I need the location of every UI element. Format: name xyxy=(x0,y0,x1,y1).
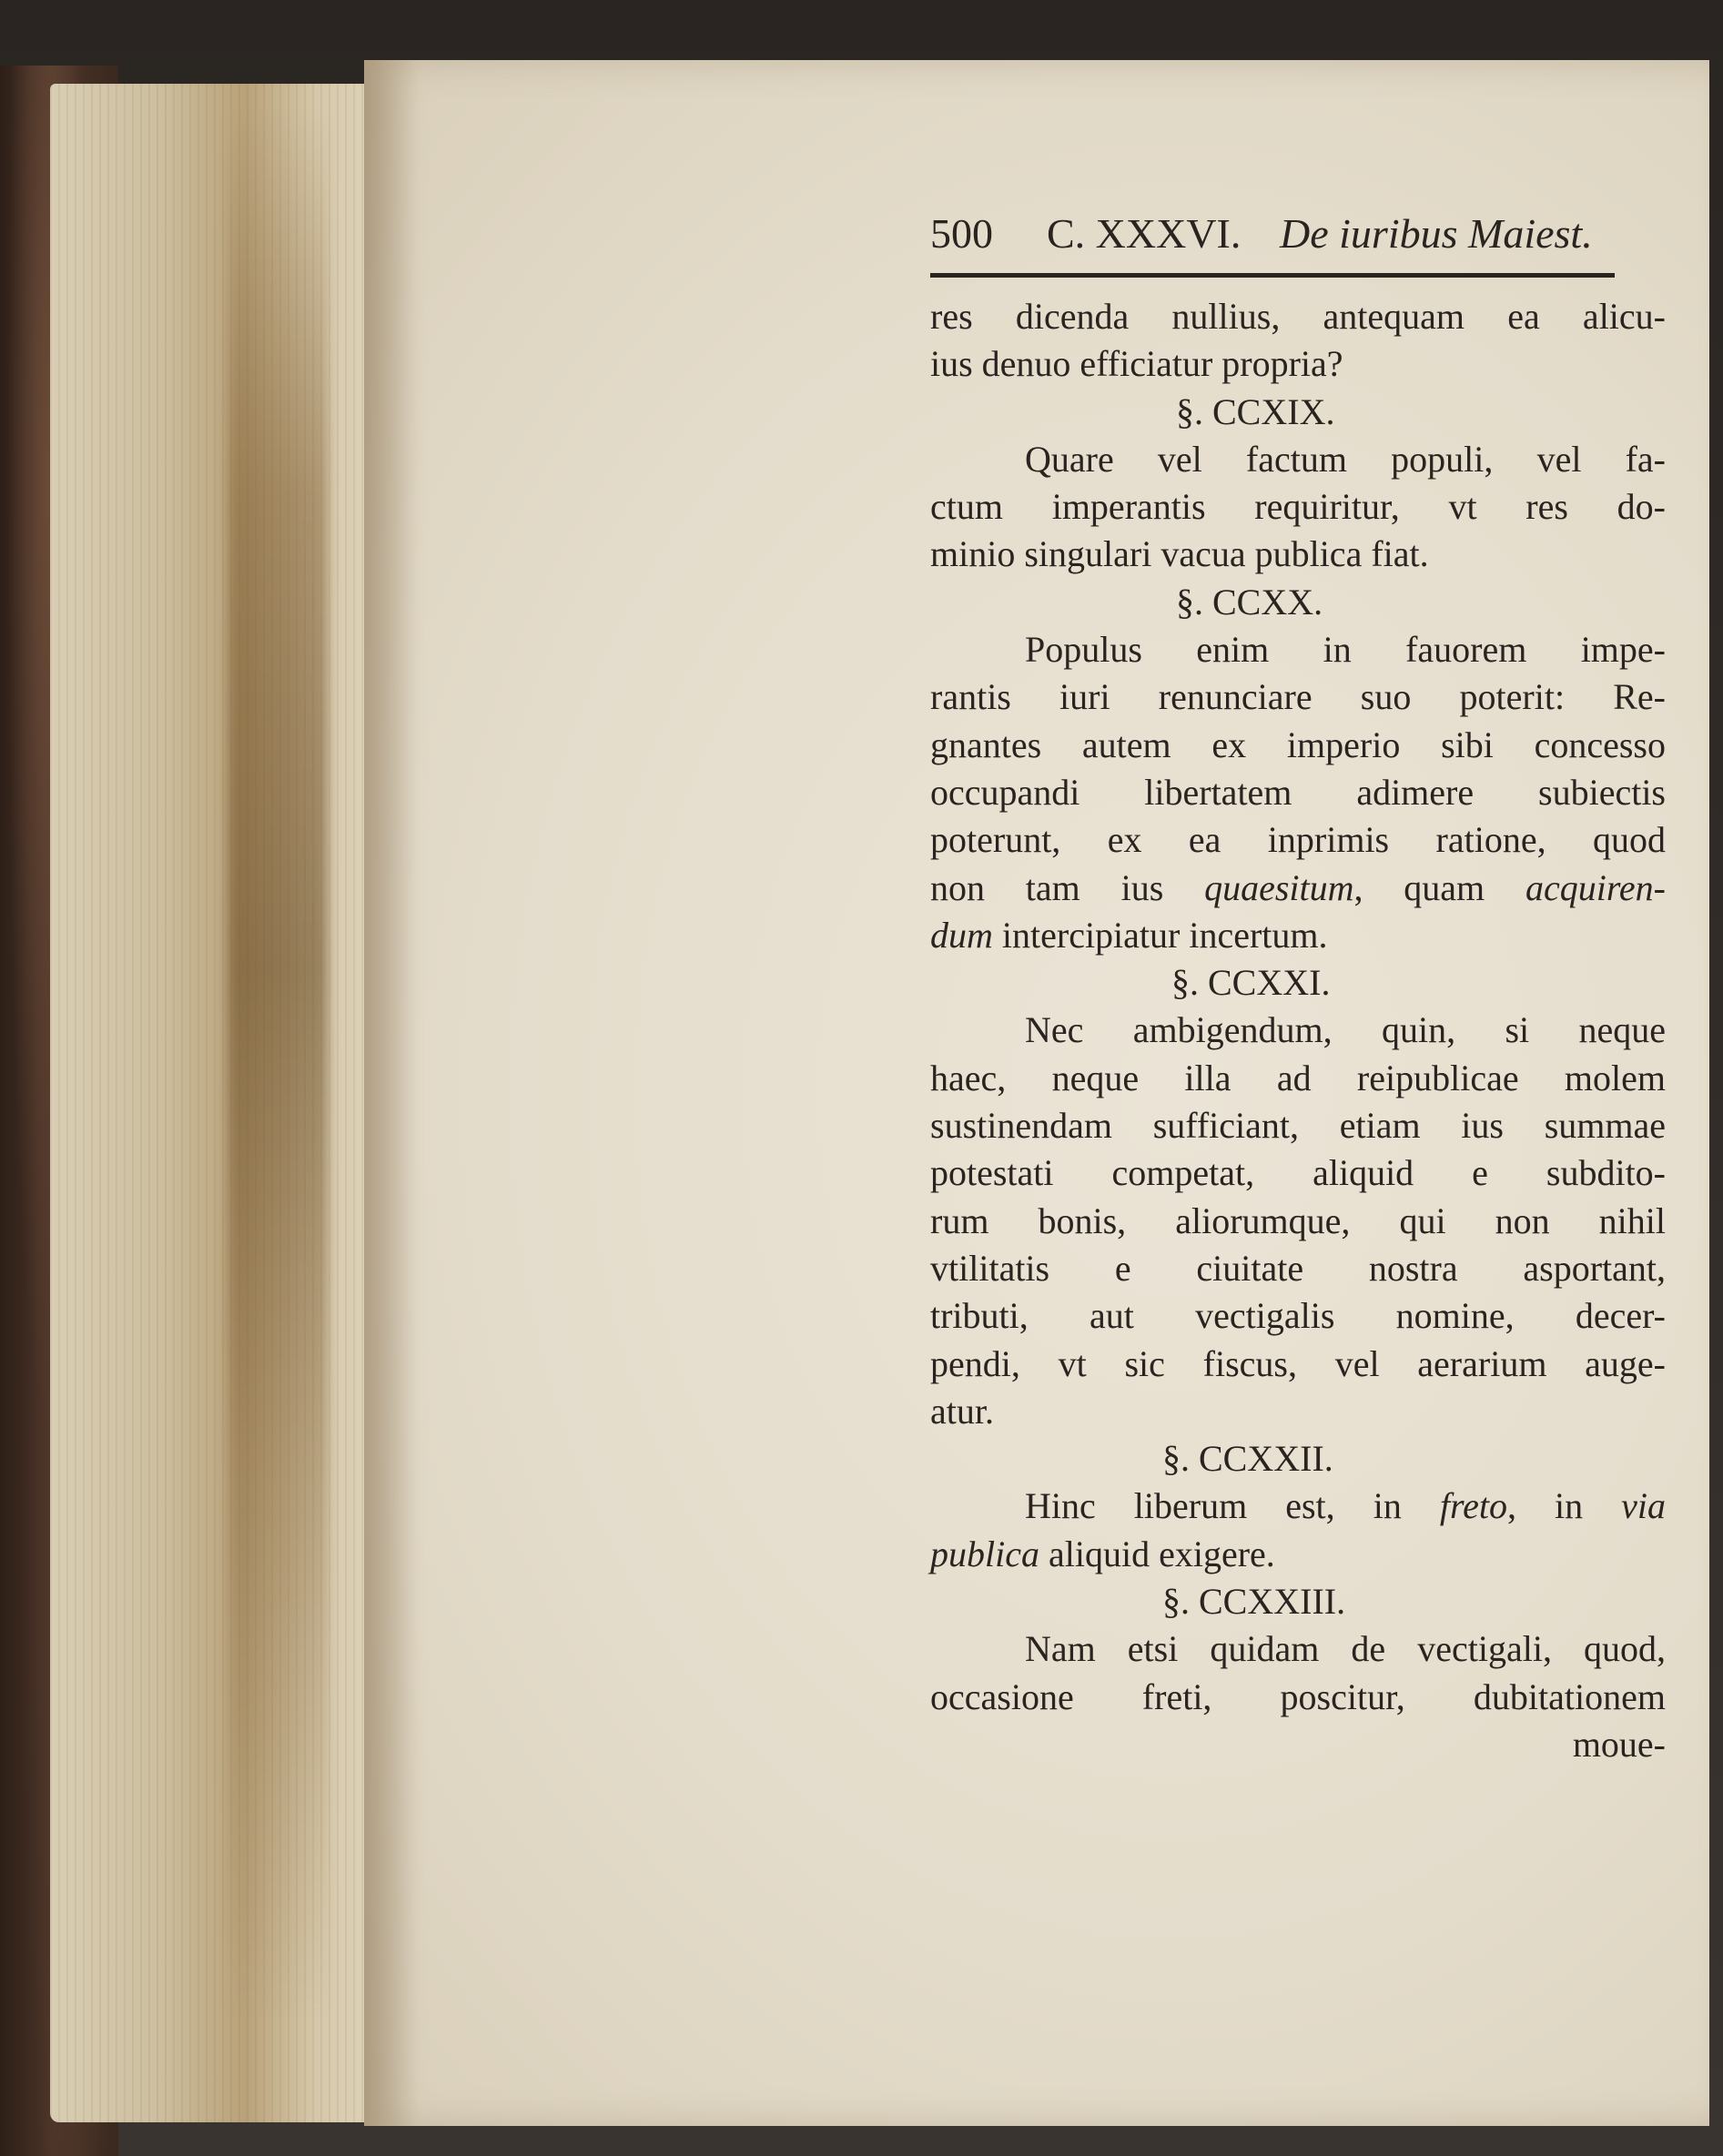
page-gutter-shadow xyxy=(364,60,419,2126)
section-heading: §. CCXIX. xyxy=(1176,390,1335,432)
text-line xyxy=(930,1531,1666,1578)
text-line: ius denuo efficiatur propria? xyxy=(930,343,1343,385)
italic-term: publica xyxy=(930,1533,1039,1574)
text-line: occasione freti, poscitur, dubitationem xyxy=(930,1675,1666,1717)
section-heading: §. CCXXII. xyxy=(1162,1438,1333,1480)
text-line: poterunt, ex ea inprimis ratione, quod xyxy=(930,819,1666,861)
text-segment: , quam xyxy=(1353,866,1485,908)
text-line: Populus enim in fauorem impe- xyxy=(1025,629,1666,671)
text-line: tributi, aut vectigalis nomine, decer- xyxy=(930,1295,1666,1337)
text-line xyxy=(930,1483,1666,1530)
text-line: ctum imperantis requiritur, vt res do- xyxy=(930,486,1666,528)
text-line: res dicenda nullius, antequam ea alicu- xyxy=(930,296,1666,337)
text-line: rum bonis, aliorumque, qui non nihil xyxy=(930,1199,1666,1241)
text-line: occupandi libertatem adimere subiectis xyxy=(930,771,1666,813)
body-text xyxy=(930,293,1666,1768)
text-segment: , in xyxy=(1506,1485,1584,1527)
text-segment: Hinc liberum est, in xyxy=(1025,1485,1402,1527)
text-line: vtilitatis e ciuitate nostra asportant, xyxy=(930,1247,1666,1289)
text-line xyxy=(930,912,1666,959)
chapter-label: C. XXXVI. xyxy=(1047,210,1242,257)
italic-term: quaesitum xyxy=(1204,866,1354,908)
italic-term: via xyxy=(1621,1485,1667,1527)
page-text-block xyxy=(930,202,1667,1765)
section-heading: §. CCXXI. xyxy=(1171,962,1331,1004)
page-number: 500 xyxy=(930,210,993,257)
running-title: De iuribus Maiest. xyxy=(1280,210,1593,257)
section-heading: §. CCXX. xyxy=(1176,581,1323,623)
text-segment: aliquid exigere. xyxy=(1048,1533,1275,1574)
text-line: potestati competat, aliquid e subdito- xyxy=(930,1152,1666,1194)
text-line: minio singulari vacua publica fiat. xyxy=(930,533,1429,575)
text-line: gnantes autem ex imperio sibi concesso xyxy=(930,724,1666,765)
text-line: Quare vel factum populi, vel fa- xyxy=(1025,438,1666,480)
italic-term: acquiren- xyxy=(1525,866,1666,908)
italic-term: dum xyxy=(930,914,993,956)
text-line: atur. xyxy=(930,1390,994,1432)
text-line: pendi, vt sic fiscus, vel aerarium auge- xyxy=(930,1342,1666,1384)
text-line xyxy=(930,865,1666,912)
catchword: moue- xyxy=(1572,1723,1666,1765)
water-stain xyxy=(228,109,328,2020)
text-line: rantis iuri renunciare suo poterit: Re- xyxy=(930,676,1666,718)
text-line: sustinendam sufficiant, etiam ius summae xyxy=(930,1105,1666,1147)
running-head xyxy=(930,202,1666,266)
italic-term: freto xyxy=(1439,1485,1507,1527)
text-segment: non tam ius xyxy=(930,866,1164,908)
text-line: Nam etsi quidam de vectigali, quod, xyxy=(1025,1628,1666,1670)
header-rule xyxy=(930,273,1615,278)
text-line: Nec ambigendum, quin, si neque xyxy=(1025,1009,1666,1051)
text-line: haec, neque illa ad reipublicae molem xyxy=(930,1057,1666,1098)
text-segment: intercipiatur incertum. xyxy=(1001,914,1328,956)
section-heading: §. CCXXIII. xyxy=(1162,1581,1346,1623)
